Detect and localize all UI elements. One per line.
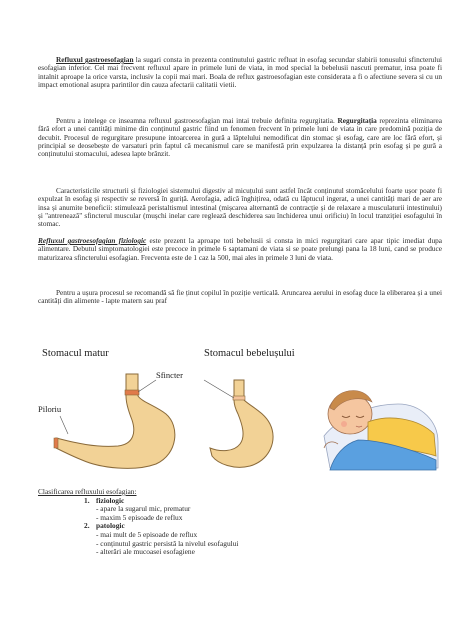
list-item-pathologic: 2. patologic [84, 521, 125, 531]
list-subitem: - apare la sugarul mic, prematur [96, 504, 191, 514]
label-pylorus: Piloriu [38, 404, 62, 414]
list-subitem: - mai mult de 5 episoade de reflux [96, 529, 198, 539]
term-physiologic-reflux: Refluxul gastroesofagian fiziologic [38, 236, 147, 245]
list-subitem: - maxim 5 episoade de reflux [96, 512, 183, 522]
baby-sphincter [233, 396, 245, 400]
adult-stomach-shape [54, 374, 175, 468]
classification-list [38, 488, 442, 557]
list-item-physiologic: 1. fiziologic [84, 495, 125, 505]
baby-stomach-shape [210, 380, 273, 467]
paragraph-definition: Refluxul gastroesofagian la sugari consta in prezenta continutului gastric refluat in esofag secundar slabirii tonusului sfincterului esofagian inferior. Cel mai frecvent refluxul apare in primele luni de viata, in mod special la bebelusii nascuti prematur, insa poate fi intalnit aproape la orice varsta, inclusiv la copii mai mari. Boala de reflux gastroesofagian este considerata a fi o afectiune severa si cu un impact emotional asupra parintilor din cauza afectarii calitatii vietii. [38, 55, 443, 90]
list-subitem: - conținutul gastric persistă la nivelul esofagului [96, 538, 239, 548]
paragraph-regurgitation: Pentru a intelege ce inseamna refluxul gastroesofagian mai intai trebuie definita regurgitatia. Regurgitația reprezinta eliminarea fără efort a unei cantități minime din conținutul gastric fiind un fenomen frecvent în primele luni de viata in care predomină poziția de decubit. Procesul de regurgitare presupune intoarcerea in gură a lăptelului nemodificat din stomac și esofag, care are loc fără efort, și principial se deosebește de varsaturi prin faptul că mecanismul care se manifestă prin expulzarea la distanță prin esofag și pe gură a conținutului stomacului, adesea lapte brânzit. [38, 116, 443, 159]
paragraph-recommendation: Pentru a ușura procesul se recomandă să fie ținut copilul în poziție verticală. Aruncarea aerului in esofag duce la eliberarea și a unei cantități din alimente - lapte matern sau praf [38, 288, 442, 306]
list-subitem: - alterări ale mucoasei esofagiene [96, 547, 195, 557]
sleeping-baby-picture [324, 391, 438, 470]
classification-title: Clasificarea refluxului esofagian: [38, 487, 137, 496]
label-baby-stomach: Stomacul bebelușului [204, 348, 295, 359]
paragraph-physiology: Caracteristicile structurii și fiziologiei sistemului digestiv al micuțului sunt astfel încât conținutul stomăcelului foarte ușor poate fi expulzat în esofag și respectiv se reversă în guriță. Aerofagia, adică înghițirea, odată cu lăptucul ingerat, a unei cantități mari de aer are insa și anumite beneficii: stimulează peristaltismul intestinal (mișcarea alternantă de contracție și de relaxare a musculaturii intestinului) și "antrenează" sfincterul muscular (mușchi inelar care reglează deschiderea sau închiderea unui orificiu) în locul tranziției esofagului în stomac. [38, 186, 442, 229]
sphincter-pointer-left [138, 380, 156, 392]
pylorus-ring [54, 438, 58, 448]
label-sphincter: Sfincter [156, 370, 183, 380]
term-regurgitation: Regurgitația [337, 116, 377, 125]
stomach-illustration [38, 344, 442, 474]
adult-sphincter [125, 390, 139, 395]
label-adult-stomach: Stomacul matur [42, 348, 109, 359]
paragraph-physiologic-reflux: Refluxul gastroesofagian fiziologic este prezent la aproape toti bebelusii si consta in mici regurgitari care apar tipic imediat dupa alimentare. Debutul simptomatologiei este precoce in primele 6 saptamani de viata si se poate prelungi pana la 18 luni, cand se produce maturizarea sfincterului esofagian. Frecventa este de 1 caz la 500, mai ales in primele 3 luni de viata. [38, 236, 442, 262]
pylorus-pointer [60, 416, 68, 434]
stomach-drawing [38, 344, 442, 474]
term-reflux: Refluxul gastroesofagian [56, 55, 134, 64]
sphincter-pointer-right [204, 380, 234, 398]
